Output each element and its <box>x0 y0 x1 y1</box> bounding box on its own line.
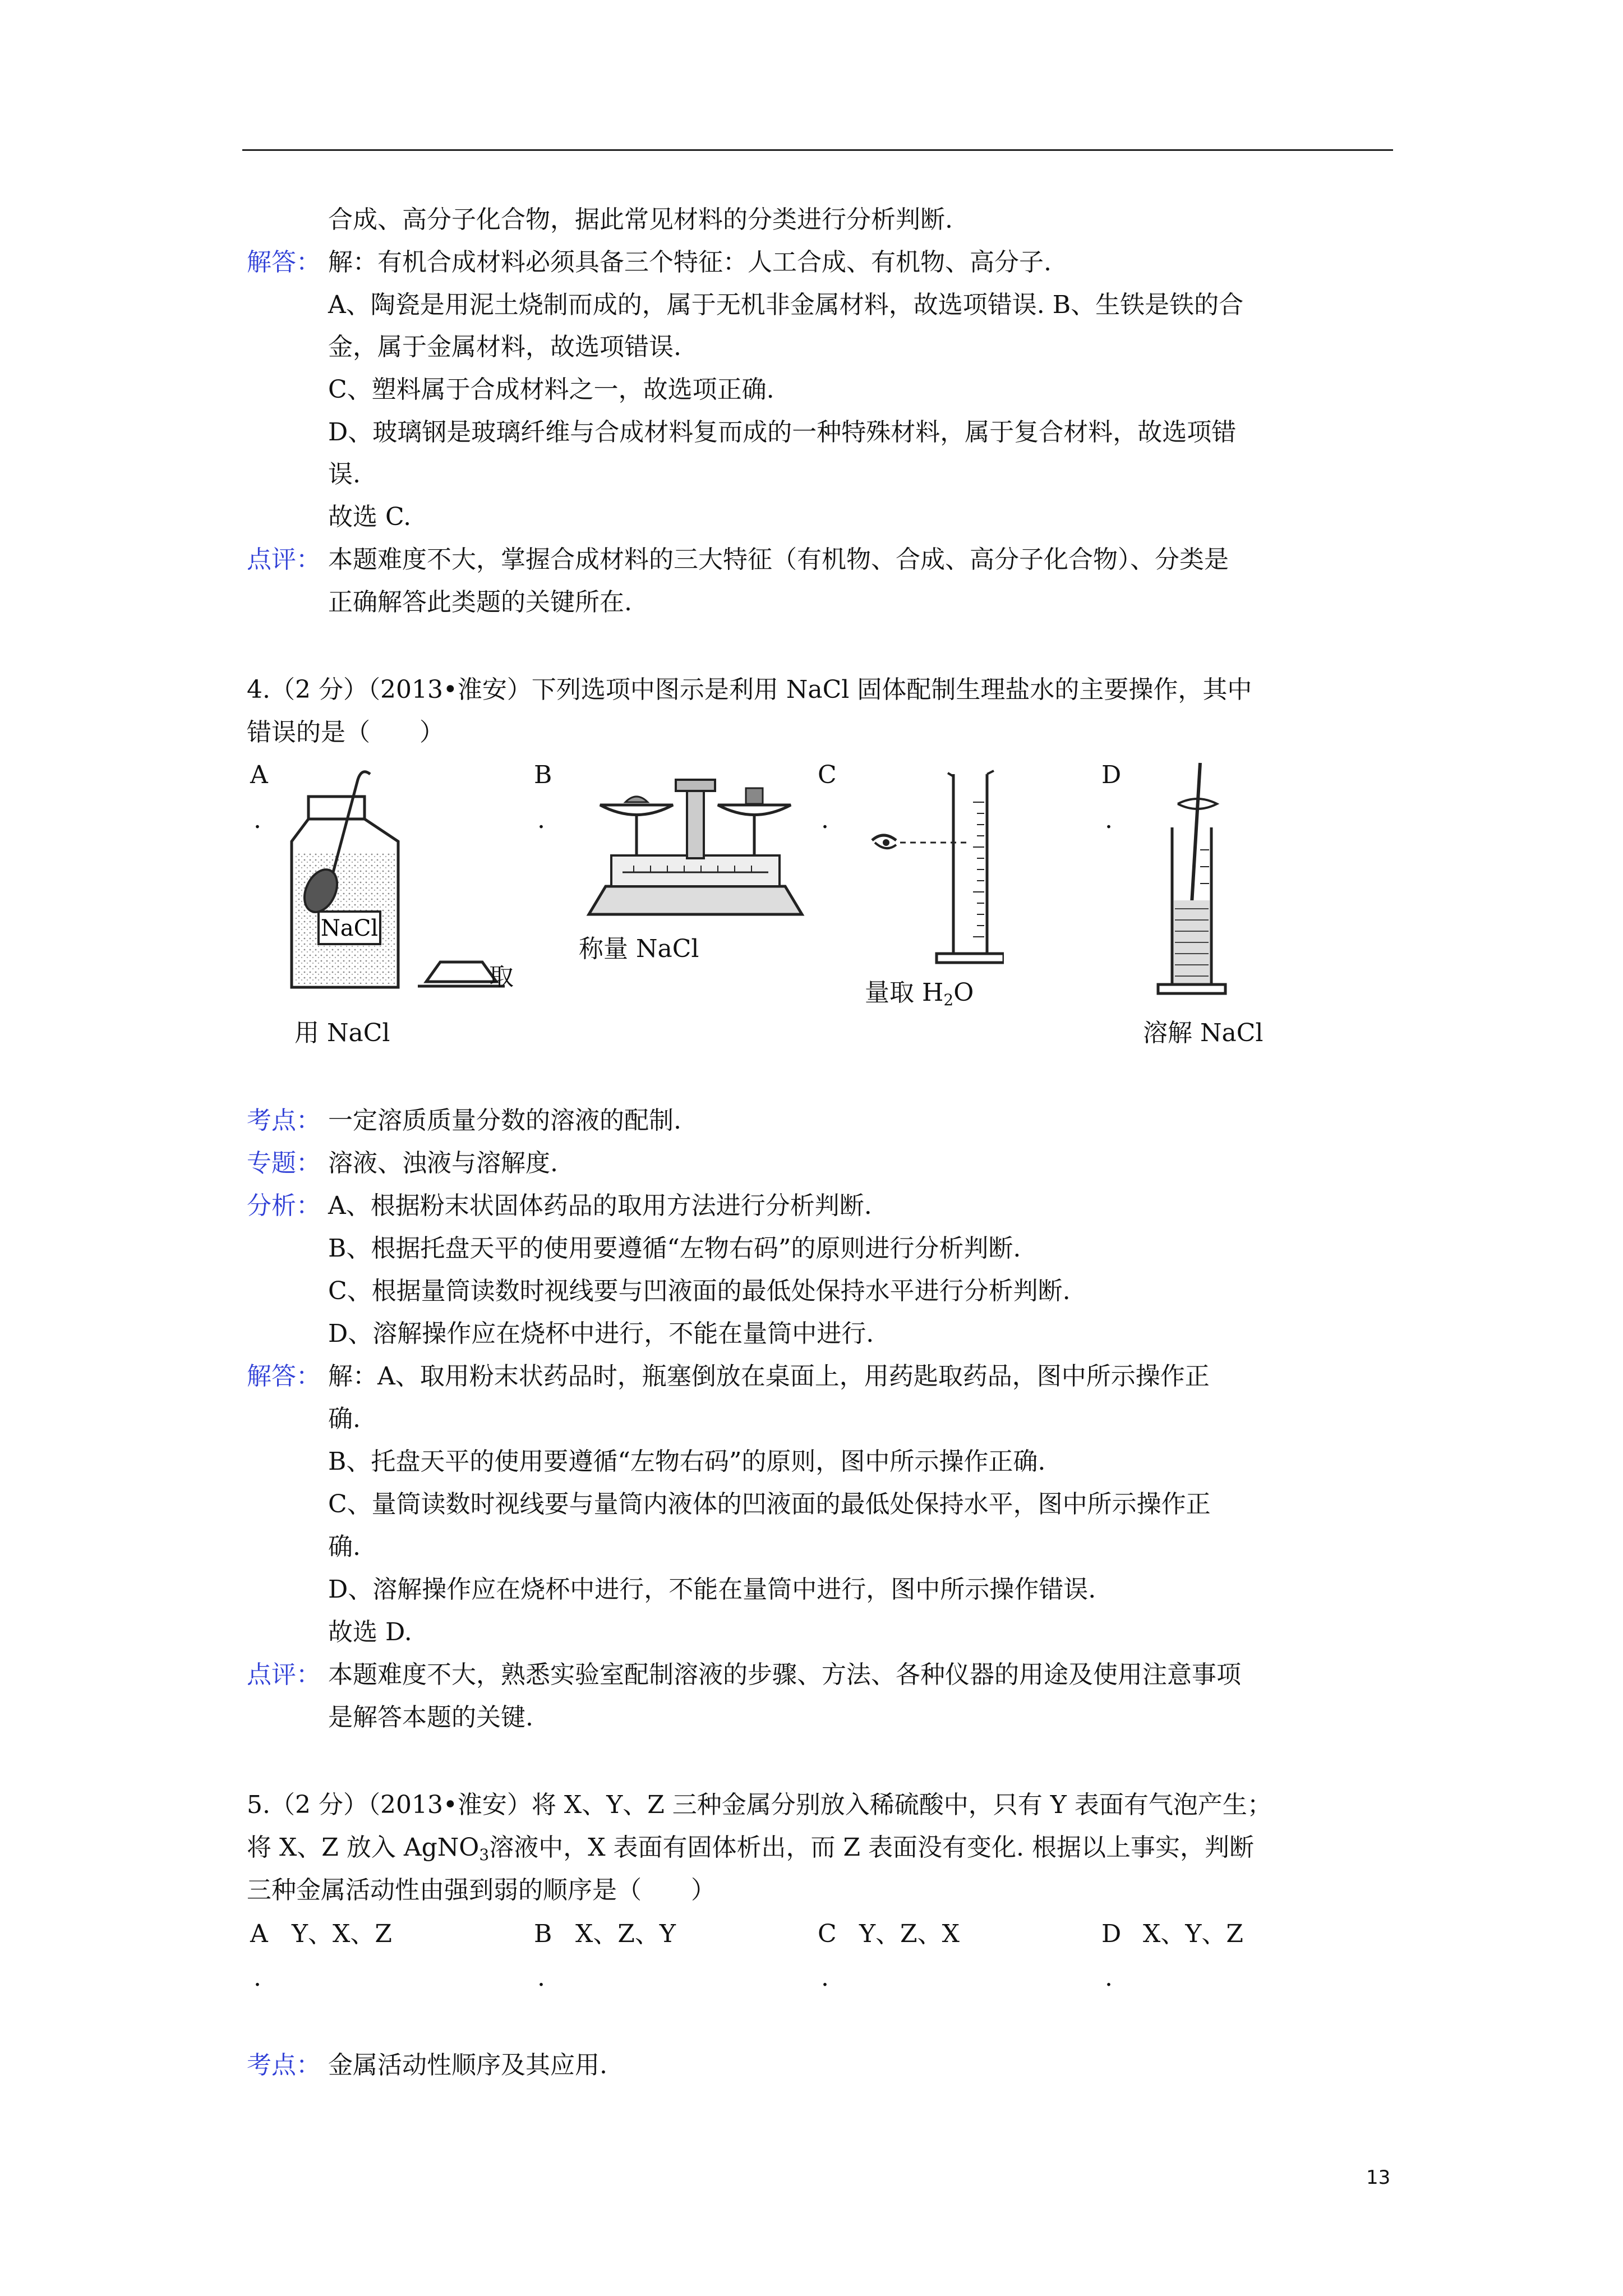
q4-jieda-line: 解：A、取用粉末状药品时，瓶塞倒放在桌面上，用药匙取药品，图中所示操作正 <box>328 1362 1210 1391</box>
q5-option-dot: . <box>253 1963 261 1992</box>
q5-kaodian-label: 考点： <box>247 2051 321 2079</box>
figure-b-caption: 称量 NaCl <box>579 935 699 963</box>
q5-stem: 5.（2 分）（2013•淮安）将 X、Y、Z 三种金属分别放入稀硫酸中，只有 Y 表面有气泡产生； <box>247 1791 1272 1819</box>
q4-option-letter: A <box>250 761 268 789</box>
q4-option-dot: . <box>1105 806 1113 834</box>
q4-kaodian: 一定溶质质量分数的溶液的配制. <box>328 1106 681 1135</box>
q4-zhuanti: 溶液、浊液与溶解度. <box>328 1149 558 1177</box>
q4-stem: 4.（2 分）（2013•淮安）下列选项中图示是利用 NaCl 固体配制生理盐水的主要操作，其中 <box>247 675 1252 704</box>
q4-dianping-line: 本题难度不大，熟悉实验室配制溶液的步骤、方法、各种仪器的用途及使用注意事项 <box>328 1660 1241 1689</box>
figure-b-balance <box>578 763 813 926</box>
q4-jieda-line: 故选 D. <box>328 1618 412 1646</box>
q3-comment-line: 本题难度不大，掌握合成材料的三大特征（有机物、合成、高分子化合物）、分类是 <box>328 545 1229 574</box>
q5-kaodian: 金属活动性顺序及其应用. <box>328 2051 607 2079</box>
figure-a-reagent-bottle <box>286 769 522 999</box>
q4-option-letter: D <box>1101 761 1122 789</box>
q4-fenxi-line: B、根据托盘天平的使用要遵循“左物右码”的原则进行分析判断. <box>328 1234 1021 1263</box>
figure-c-caption: 量取 H2O <box>865 978 974 1009</box>
q4-fenxi-label: 分析： <box>247 1191 321 1220</box>
q4-option-dot: . <box>537 806 545 834</box>
q5-option-dot: . <box>537 1963 545 1992</box>
figure-a-caption: 用 NaCl <box>294 1019 390 1047</box>
q4-jieda-label: 解答： <box>247 1362 321 1391</box>
q4-kaodian-label: 考点： <box>247 1106 321 1135</box>
figure-a-extra: 取 <box>489 963 514 991</box>
q4-dianping-label: 点评： <box>247 1660 321 1689</box>
figure-d-cylinder-dissolving <box>1144 760 1251 1007</box>
q4-fenxi-line: D、溶解操作应在烧杯中进行，不能在量筒中进行. <box>328 1319 874 1348</box>
q5-option-dot: . <box>821 1963 829 1992</box>
q5-option-text: Y、X、Z <box>292 1920 392 1948</box>
page-number: 13 <box>1366 2166 1391 2189</box>
q5-stem: 将 X、Z 放入 AgNO3溶液中，X 表面有固体析出，而 Z 表面没有变化. 根据以上事实，判断 <box>247 1833 1255 1864</box>
q4-dianping-line: 是解答本题的关键. <box>328 1703 533 1732</box>
q3-answer-line: D、玻璃钢是玻璃纤维与合成材料复而成的一种特殊材料，属于复合材料，故选项错 <box>328 418 1237 447</box>
q4-stem: 错误的是（ ） <box>247 718 444 747</box>
q4-jieda-line: C、量筒读数时视线要与量筒内液体的凹液面的最低处保持水平，图中所示操作正 <box>328 1490 1211 1519</box>
q5-option-letter: D <box>1101 1920 1122 1948</box>
q3-answer-line: 金，属于金属材料，故选项错误. <box>328 333 681 361</box>
q4-jieda-line: B、托盘天平的使用要遵循“左物右码”的原则，图中所示操作正确. <box>328 1447 1046 1476</box>
q3-answer-line: C、塑料属于合成材料之一，故选项正确. <box>328 375 774 404</box>
q3-answer-line: 误. <box>328 460 361 489</box>
q4-jieda-line: 确. <box>328 1405 361 1433</box>
q3-answer-line: 解：有机合成材料必须具备三个特征：人工合成、有机物、高分子. <box>328 248 1052 277</box>
q3-answer-line: 故选 C. <box>328 503 412 531</box>
q5-option-text: X、Y、Z <box>1143 1920 1243 1948</box>
q5-option-text: Y、Z、X <box>859 1920 960 1948</box>
q3-comment-line: 正确解答此类题的关键所在. <box>328 588 632 616</box>
q4-option-letter: C <box>818 761 837 789</box>
q3-answer-line: A、陶瓷是用泥土烧制而成的，属于无机非金属材料，故选项错误. B、生铁是铁的合 <box>328 291 1244 319</box>
q3-answer-label: 解答： <box>247 248 321 277</box>
q4-option-dot: . <box>253 806 261 834</box>
q4-fenxi-line: C、根据量筒读数时视线要与凹液面的最低处保持水平进行分析判断. <box>328 1277 1071 1305</box>
figure-c-cylinder-reading <box>869 769 1004 970</box>
bottle-label: NaCl <box>320 915 379 941</box>
q3-analysis-cont: 合成、高分子化合物，据此常见材料的分类进行分析判断. <box>328 205 953 234</box>
q5-option-letter: B <box>534 1920 552 1948</box>
q4-option-letter: B <box>534 761 552 789</box>
header-rule <box>242 149 1393 151</box>
q5-option-letter: A <box>250 1920 268 1948</box>
q5-option-letter: C <box>818 1920 837 1948</box>
q5-option-text: X、Z、Y <box>575 1920 676 1948</box>
q3-comment-label: 点评： <box>247 545 321 574</box>
q5-option-dot: . <box>1105 1963 1113 1992</box>
q4-jieda-line: D、溶解操作应在烧杯中进行，不能在量筒中进行，图中所示操作错误. <box>328 1575 1096 1604</box>
q4-jieda-line: 确. <box>328 1533 361 1561</box>
figure-d-caption: 溶解 NaCl <box>1143 1019 1264 1047</box>
q4-fenxi-line: A、根据粉末状固体药品的取用方法进行分析判断. <box>328 1191 872 1220</box>
q4-zhuanti-label: 专题： <box>247 1149 321 1177</box>
q4-option-dot: . <box>821 806 829 834</box>
q5-stem: 三种金属活动性由强到弱的顺序是（ ） <box>247 1876 716 1904</box>
